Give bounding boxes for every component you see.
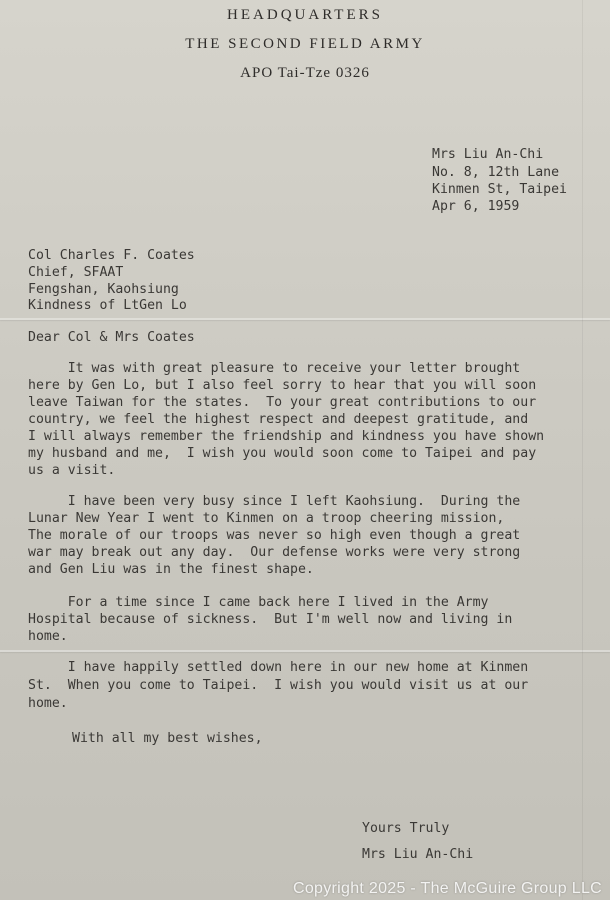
body-line: Hospital because of sickness. But I'm well now and living in — [28, 612, 513, 627]
body-line: For a time since I came back here I lived in the Army — [28, 595, 489, 610]
recipient-line: Kindness of LtGen Lo — [28, 298, 187, 313]
body-line: home. — [28, 629, 68, 644]
letterhead-title: HEADQUARTERS — [227, 7, 383, 23]
body-line: war may break out any day. Our defense works were very strong — [28, 545, 521, 560]
body-line: St. When you come to Taipei. I wish you would visit us at our — [28, 678, 529, 693]
body-line: and Gen Liu was in the finest shape. — [28, 562, 314, 577]
body-line: I will always remember the friendship and kindness you have shown — [28, 429, 545, 444]
paper-fold — [0, 318, 610, 320]
letterhead-unit: THE SECOND FIELD ARMY — [185, 36, 425, 52]
paper-crease — [582, 0, 583, 900]
closing-wish: With all my best wishes, — [72, 731, 263, 746]
body-line: leave Taiwan for the states. To your great contributions to our — [28, 395, 537, 410]
body-line: It was with great pleasure to receive your letter brought — [28, 361, 521, 376]
recipient-line: Col Charles F. Coates — [28, 248, 195, 263]
recipient-line: Chief, SFAAT — [28, 265, 124, 280]
recipient-line: Fengshan, Kaohsiung — [28, 282, 179, 297]
sender-line: No. 8, 12th Lane — [432, 165, 560, 180]
sender-line: Mrs Liu An-Chi — [432, 147, 544, 162]
signoff: Yours Truly — [362, 821, 450, 836]
salutation: Dear Col & Mrs Coates — [28, 330, 195, 345]
body-line: The morale of our troops was never so high even though a great — [28, 528, 521, 543]
sender-date: Apr 6, 1959 — [432, 199, 520, 214]
letterhead-apo: APO Tai-Tze 0326 — [240, 65, 370, 81]
copyright-watermark: Copyright 2025 - The McGuire Group LLC — [292, 880, 602, 897]
body-line: I have happily settled down here in our new home at Kinmen — [28, 660, 529, 675]
body-line: us a visit. — [28, 463, 116, 478]
body-line: I have been very busy since I left Kaohsiung. During the — [28, 494, 521, 509]
body-line: here by Gen Lo, but I also feel sorry to hear that you will soon — [28, 378, 537, 393]
paper-fold — [0, 650, 610, 652]
body-line: country, we feel the highest respect and deepest gratitude, and — [28, 412, 529, 427]
body-line: my husband and me, I wish you would soon come to Taipei and pay — [28, 446, 537, 461]
body-line: Lunar New Year I went to Kinmen on a troop cheering mission, — [28, 511, 505, 526]
sender-line: Kinmen St, Taipei — [432, 182, 567, 197]
body-line: home. — [28, 696, 68, 711]
signature-name: Mrs Liu An-Chi — [362, 847, 474, 862]
